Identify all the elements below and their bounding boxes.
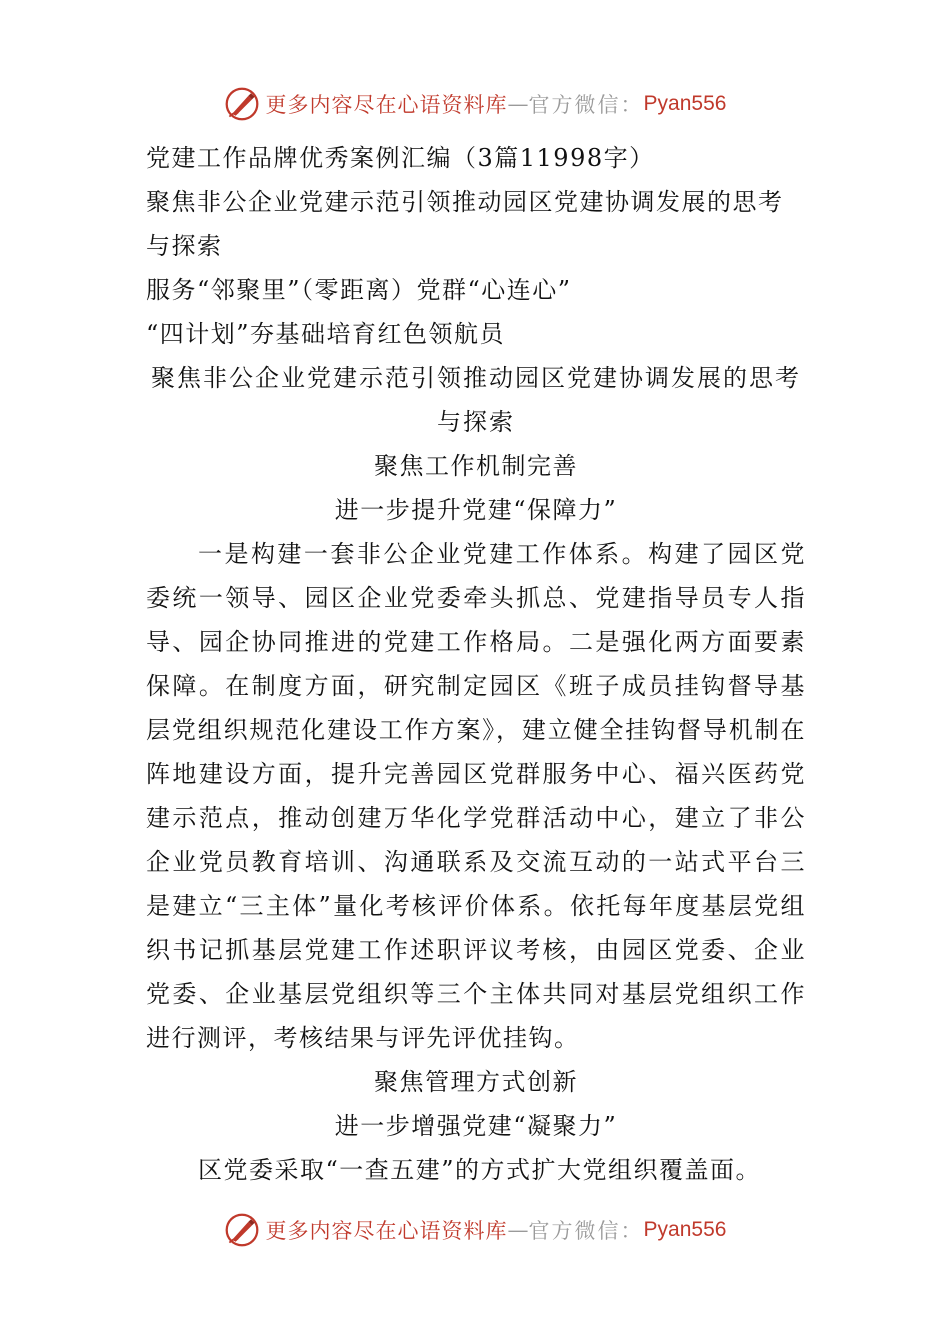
watermark-separator: — xyxy=(507,92,529,116)
collection-title: 党建工作品牌优秀案例汇编（3篇11998字） xyxy=(146,144,655,172)
pen-logo-icon xyxy=(224,86,260,122)
pen-logo-icon xyxy=(224,1212,260,1248)
watermark-label: 官方微信： xyxy=(528,1219,644,1243)
section1-heading: 聚焦工作机制完善 xyxy=(374,452,578,480)
watermark-main-text: 更多内容尽在心语资料库 xyxy=(265,1219,508,1243)
watermark-header xyxy=(0,82,950,126)
section2-heading: 聚焦管理方式创新 xyxy=(374,1068,578,1096)
watermark-footer xyxy=(0,1208,950,1252)
article-title: 聚焦非公企业党建示范引领推动园区党建协调发展的思考与探索 xyxy=(151,364,801,436)
toc-item-3: “四计划”夯基础培育红色领航员 xyxy=(146,320,506,348)
toc-item-1: 聚焦非公企业党建示范引领推动园区党建协调发展的思考与探索 xyxy=(146,188,784,260)
watermark-wechat-id: Pyan556 xyxy=(643,1218,727,1241)
watermark-wechat-id: Pyan556 xyxy=(643,92,727,115)
section1-paragraph: 一是构建一套非公企业党建工作体系。构建了园区党委统一领导、园区企业党委牵头抓总、党建指导员专人指导、园企协同推进的党建工作格局。二是强化两方面要素保障。在制度方面，研究制定园区《班子成员挂钩督导基层党组织规范化建设工作方案》，建立健全挂钩督导机制在阵地建设方面，提升完善园区党群服务中心、福兴医药党建示范点，推动创建万华化学党群活动中心，建立了非公企业党员教育培训、沟通联系及交流互动的一站式平台三是建立“三主体”量化考核评价体系。依托每年度基层党组织书记抓基层党建工作述职评议考核，由园区党委、企业党委、企业基层党组织等三个主体共同对基层党组织工作进行测评，考核结果与评先评优挂钩。 xyxy=(146,540,806,1052)
section1-subheading: 进一步提升党建“保障力” xyxy=(334,496,618,524)
section2-subheading: 进一步增强党建“凝聚力” xyxy=(334,1112,618,1140)
watermark-separator: — xyxy=(507,1218,529,1242)
document-body xyxy=(146,136,806,1192)
watermark-main-text: 更多内容尽在心语资料库 xyxy=(265,93,508,117)
toc-item-2: 服务“邻聚里”（零距离）党群“心连心” xyxy=(146,276,572,304)
section2-paragraph: 区党委采取“一查五建”的方式扩大党组织覆盖面。 xyxy=(198,1156,762,1184)
watermark-label: 官方微信： xyxy=(528,93,644,117)
